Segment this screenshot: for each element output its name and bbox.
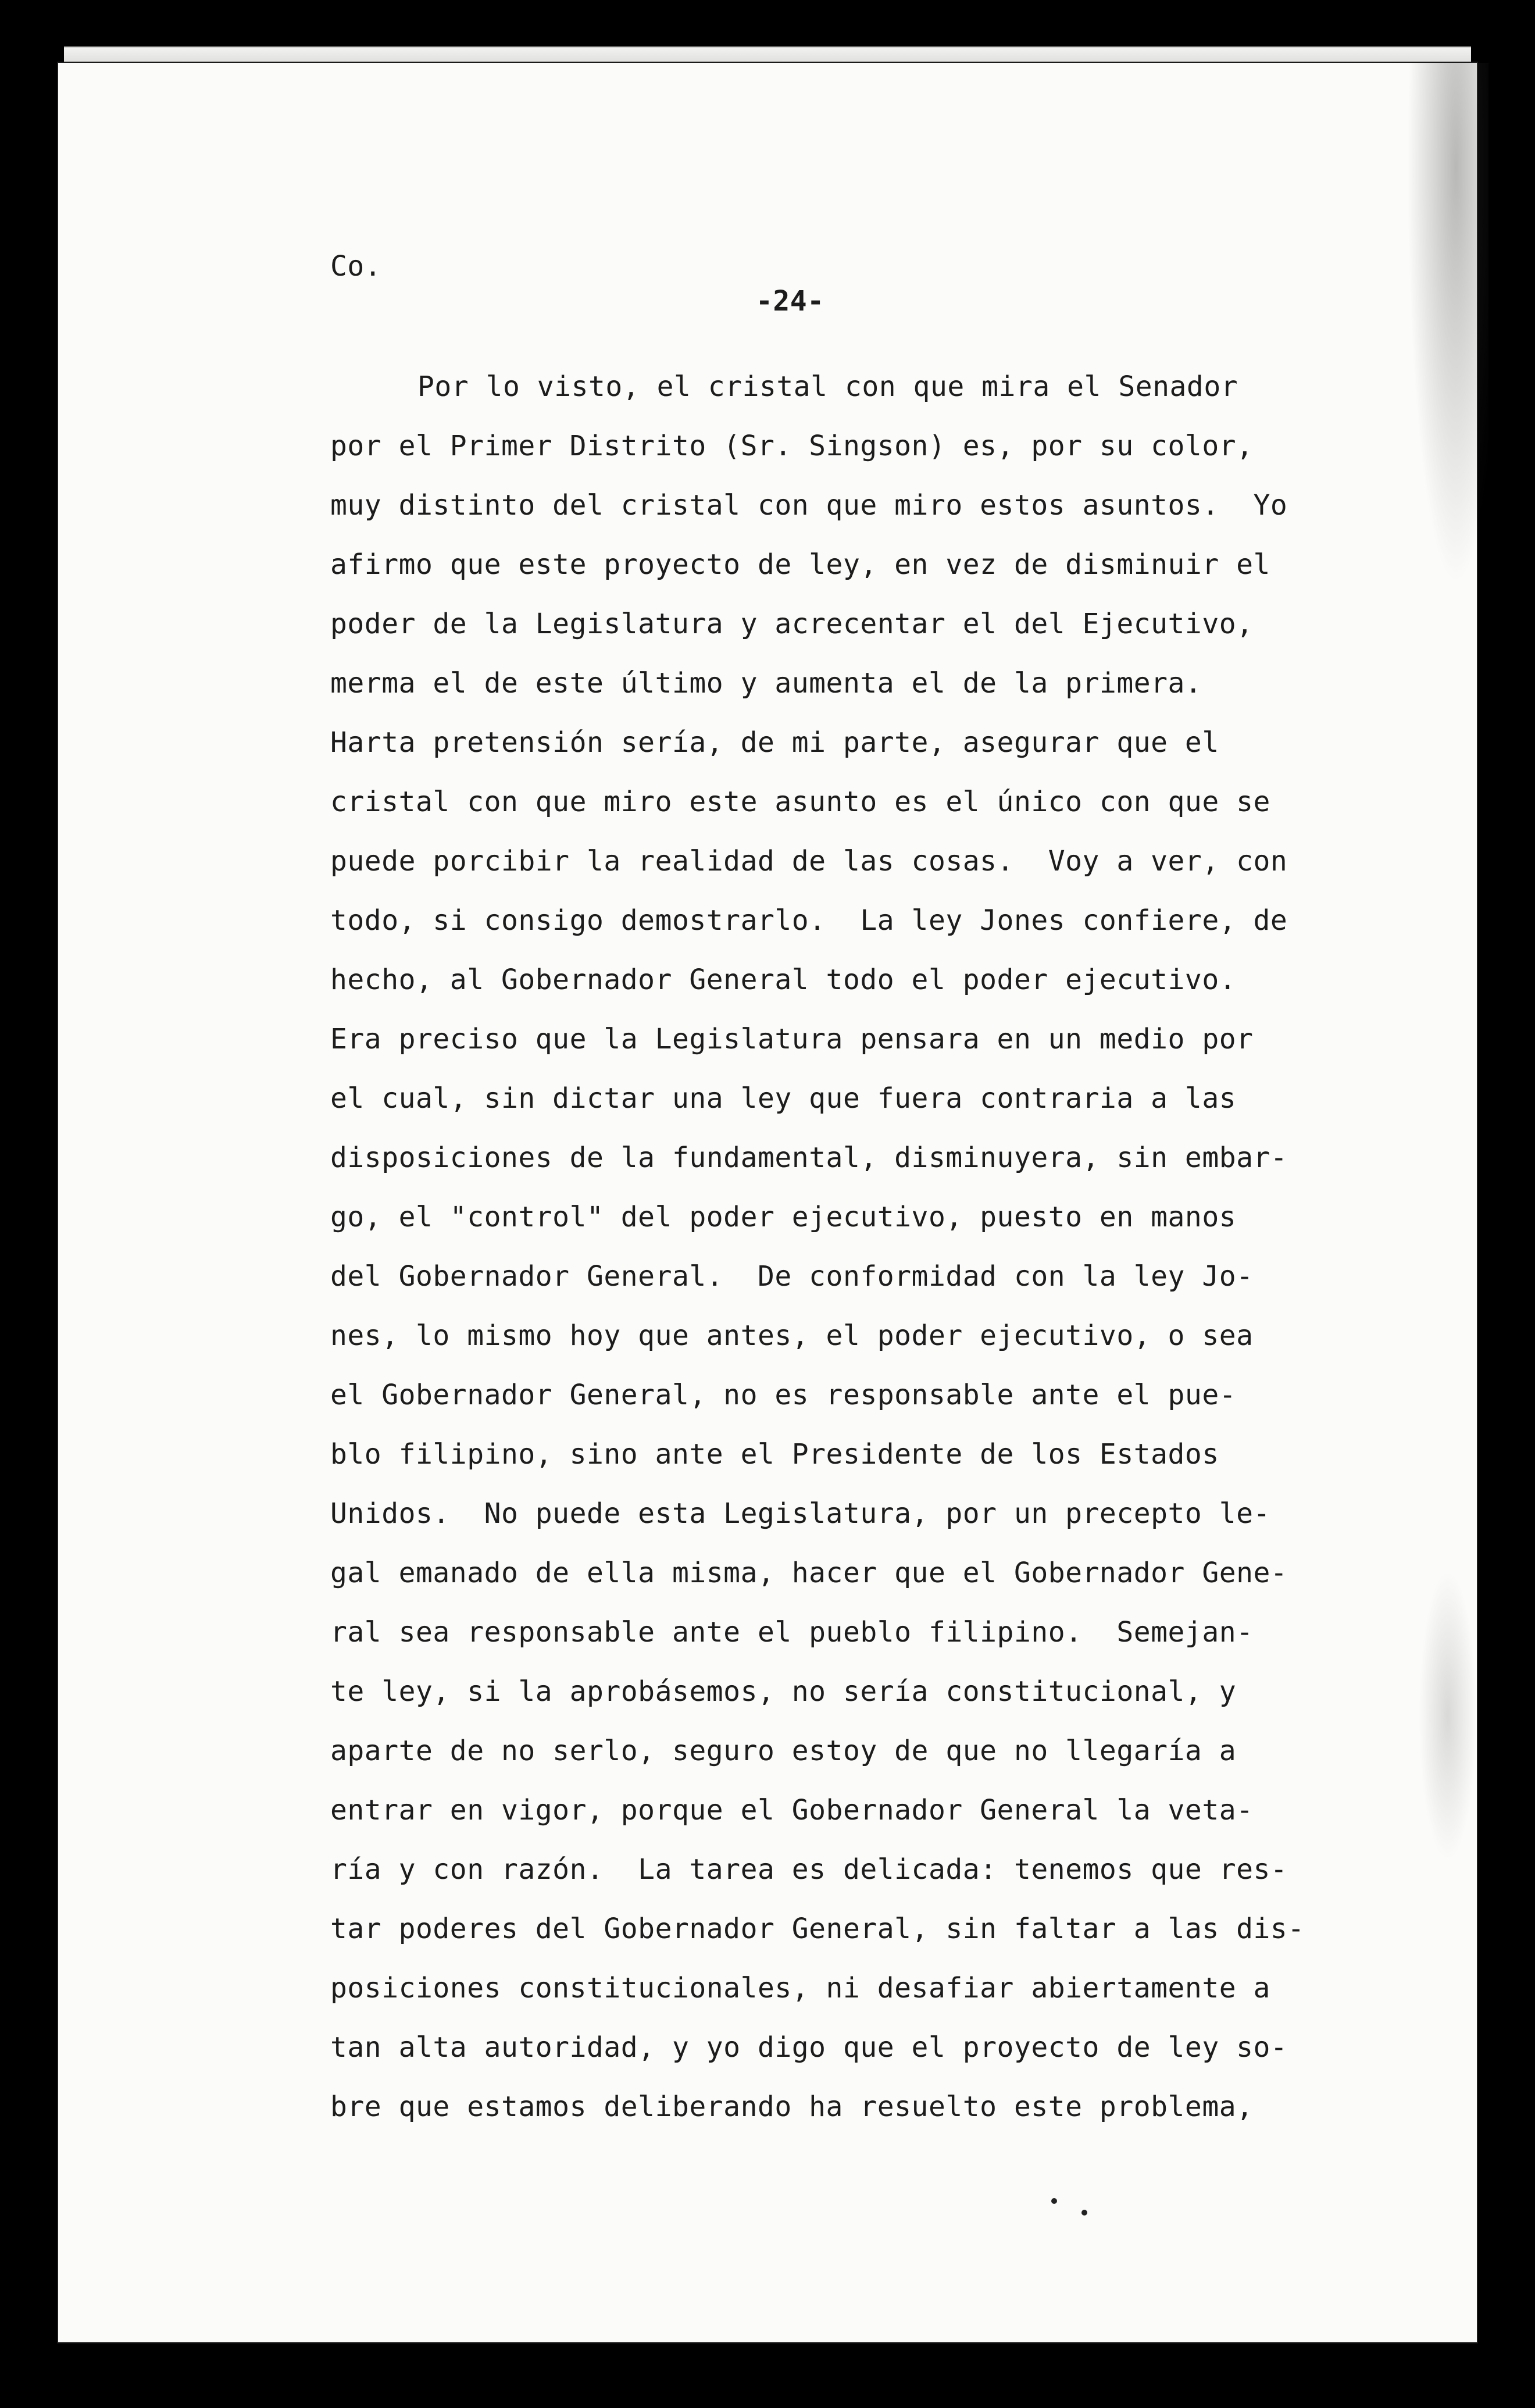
body-text bbox=[330, 369, 1319, 2149]
text-line: tan alta autoridad, y yo digo que el proyecto de ley so- bbox=[330, 2031, 1288, 2064]
text-line: muy distinto del cristal con que miro estos asuntos. Yo bbox=[330, 489, 1288, 522]
text-line: ría y con razón. La tarea es delicada: tenemos que res- bbox=[330, 1853, 1288, 1886]
text-line: gal emanado de ella misma, hacer que el Gobernador Gene- bbox=[330, 1557, 1288, 1589]
text-line: por el Primer Distrito (Sr. Singson) es, por su color, bbox=[330, 430, 1254, 462]
scan-smudge bbox=[1407, 63, 1488, 586]
text-line: el cual, sin dictar una ley que fuera contraria a las bbox=[330, 1082, 1237, 1115]
text-line: aparte de no serlo, seguro estoy de que no llegaría a bbox=[330, 1735, 1237, 1767]
text-line: Unidos. No puede esta Legislatura, por un precepto le- bbox=[330, 1497, 1270, 1530]
text-line: el Gobernador General, no es responsable ante el pue- bbox=[330, 1379, 1237, 1411]
text-line: blo filipino, sino ante el Presidente de los Estados bbox=[330, 1438, 1219, 1471]
ink-speck bbox=[1051, 2198, 1057, 2204]
text-line: bre que estamos deliberando ha resuelto este problema, bbox=[330, 2090, 1254, 2123]
text-line: te ley, si la aprobásemos, no sería constitucional, y bbox=[330, 1675, 1237, 1708]
text-line: disposiciones de la fundamental, disminuyera, sin embar- bbox=[330, 1141, 1288, 1174]
text-line: go, el "control" del poder ejecutivo, puesto en manos bbox=[330, 1201, 1237, 1233]
text-line: afirmo que este proyecto de ley, en vez de disminuir el bbox=[330, 548, 1270, 581]
scan-smudge bbox=[1419, 1570, 1477, 1861]
corner-mark: Co. bbox=[330, 250, 382, 283]
text-line: cristal con que miro este asunto es el único con que se bbox=[330, 786, 1270, 818]
text-line: merma el de este último y aumenta el de la primera. bbox=[330, 667, 1202, 700]
text-line: tar poderes del Gobernador General, sin faltar a las dis- bbox=[330, 1913, 1305, 1945]
text-line: nes, lo mismo hoy que antes, el poder ejecutivo, o sea bbox=[330, 1319, 1254, 1352]
text-line: posiciones constitucionales, ni desafiar abiertamente a bbox=[330, 1972, 1270, 2004]
page-number: -24- bbox=[756, 285, 824, 318]
text-line: todo, si consigo demostrarlo. La ley Jones confiere, de bbox=[330, 904, 1288, 937]
text-line: poder de la Legislatura y acrecentar el del Ejecutivo, bbox=[330, 608, 1254, 640]
text-line: Harta pretensión sería, de mi parte, asegurar que el bbox=[330, 726, 1219, 759]
ink-speck bbox=[1081, 2210, 1087, 2216]
text-line: Por lo visto, el cristal con que mira el Senador bbox=[417, 370, 1238, 403]
text-line: entrar en vigor, porque el Gobernador General la veta- bbox=[330, 1794, 1254, 1826]
text-line: Era preciso que la Legislatura pensara en un medio por bbox=[330, 1023, 1254, 1055]
text-line: del Gobernador General. De conformidad con la ley Jo- bbox=[330, 1260, 1254, 1293]
text-line: hecho, al Gobernador General todo el poder ejecutivo. bbox=[330, 964, 1237, 996]
text-line: puede porcibir la realidad de las cosas. Voy a ver, con bbox=[330, 845, 1288, 877]
text-line: ral sea responsable ante el pueblo filipino. Semejan- bbox=[330, 1616, 1254, 1649]
